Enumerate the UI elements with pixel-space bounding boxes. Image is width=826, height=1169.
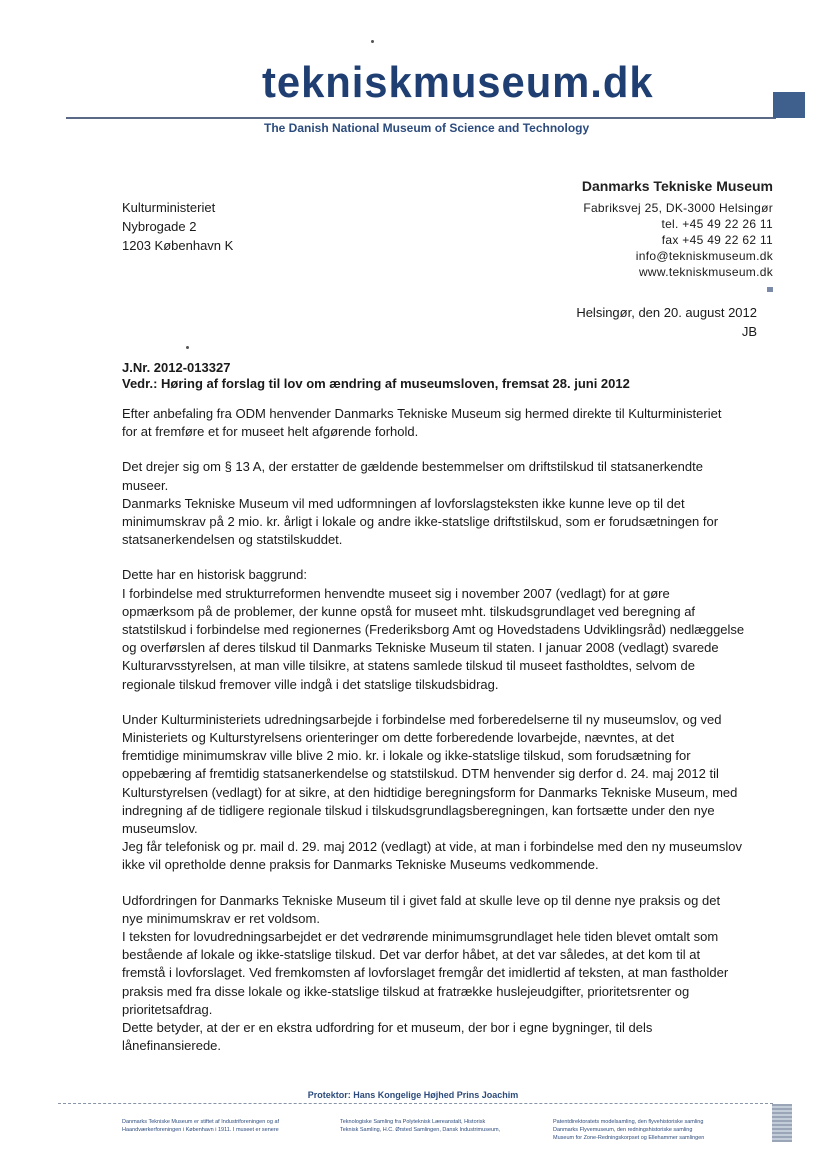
recipient-street: Nybrogade 2	[122, 219, 197, 234]
body-line: nye minimumskrav er ret voldsom.	[122, 910, 320, 926]
protektor-line: Protektor: Hans Kongelige Højhed Prins Joachim	[307, 1090, 519, 1100]
body-line: museumslov.	[122, 821, 198, 837]
sender-block	[582, 178, 773, 296]
body-line: Ministeriets og Kulturstyrelsens orienteringer om dette forberedende lovarbejde, nævntes, at det	[122, 730, 675, 746]
footer-text: Teknologiske Samling fra Polyteknisk Læreanstalt, Historisk	[340, 1119, 486, 1125]
scan-speck	[186, 346, 189, 349]
header-square-mark	[773, 92, 805, 118]
recipient-city: 1203 København K	[122, 238, 234, 253]
footer-image-strip	[772, 1104, 792, 1142]
body-line: Dette har en historisk baggrund:	[122, 567, 307, 583]
letter-date: Helsingør, den 20. august 2012	[576, 305, 757, 320]
author-initials: JB	[741, 324, 757, 339]
footer-text: Danmarks Flyvemuseum, den redningshistoriske samling	[553, 1127, 693, 1133]
sender-phone: tel. +45 49 22 26 11	[661, 217, 773, 231]
body-line: Det drejer sig om § 13 A, der erstatter de gældende bestemmelser om driftstilskud til statsanerkendte	[122, 459, 703, 475]
museum-logo	[262, 58, 654, 107]
body-line: statsanerkendelsen og statstilskuddet.	[122, 532, 343, 548]
body-line: prioritetsafdrag.	[122, 1001, 213, 1017]
body-line: Kulturstyrelsen (vedlagt) for at sikre, at den hidtidige beregningsform for Danmarks Tekniske Museum, med	[122, 784, 738, 800]
body-line: Dette betyder, at der er en ekstra udfordring for et museum, der bor i egne bygninger, til dels	[122, 1020, 653, 1036]
body-paragraph	[122, 711, 762, 875]
body-line: praksis med fra disse lokale og ikke-statslige tilskud at fratrække huslejeudgifter, prioritetsrenter og	[122, 983, 690, 999]
reference-block	[122, 360, 630, 392]
body-line: oppebæring af fremtidig statsanerkendelse og statstilskud. DTM henvender sig derfor d. 24. maj 2012 til	[122, 766, 719, 782]
recipient-name: Kulturministeriet	[122, 200, 216, 215]
body-line: for at fremføre et for museet helt afgørende forhold.	[122, 424, 419, 440]
body-line: Jeg får telefonisk og pr. mail d. 29. maj 2012 (vedlagt) at vide, at man i forbindelse med den ny museumslov	[122, 839, 742, 855]
footer-text: Danmarks Tekniske Museum er stiftet af Industriforeningen og af	[122, 1119, 280, 1125]
body-line: minimumskrav på 2 mio. kr. årligt i lokale og andre ikke-statslige driftstilskud, som er forudsætningen for	[122, 514, 719, 530]
header-rule	[66, 117, 776, 119]
scan-speck	[371, 40, 374, 43]
footer-text: Teknisk Samling, H.C. Ørsted Samlingen, Dansk Industrimuseum,	[340, 1127, 501, 1133]
body-line: bestående af lokale og ikke-statslige tilskud. Det var derfor håbet, at det var således, at det kom til at	[122, 947, 701, 963]
letter-body	[122, 405, 762, 1073]
body-line: I forbindelse med strukturreformen henvendte museet sig i november 2007 (vedlagt) for at gøre	[122, 585, 670, 601]
sender-name: Danmarks Tekniske Museum	[581, 178, 773, 194]
body-line: fremtidige minimumskrav ville blive 2 mio. kr. i lokale og ikke-statslige tilskud, som forudsætning for	[122, 748, 691, 764]
footer-column-2	[340, 1118, 550, 1144]
body-paragraph	[122, 458, 762, 549]
body-paragraph	[122, 405, 762, 441]
footer-column-3	[553, 1118, 763, 1144]
body-line: fremstå i lovforslaget. Ved fremkomsten af lovforslaget fremgår det imidlertid af teksten, at man fastholder	[122, 965, 729, 981]
body-line: I teksten for lovudredningsarbejdet er det vedrørende minimumsgrundlaget hele tiden blevet omtalt som	[122, 929, 719, 945]
sender-address: Fabriksvej 25, DK-3000 Helsingør	[583, 201, 773, 215]
dateline	[576, 303, 757, 341]
body-line: ikke vil opretholde denne praksis for Danmarks Tekniske Museums vedkommende.	[122, 857, 599, 873]
footer-text: Haandværkerforeningen i København i 1911. I museet er senere	[122, 1127, 279, 1133]
footer-rule	[58, 1103, 773, 1104]
body-line: Kulturarvsstyrelsen, at man ville tilsikre, at statens samlede tilskud til museet fastholdtes, selvom de	[122, 658, 695, 674]
body-line: Udfordringen for Danmarks Tekniske Museum til i givet fald at skulle leve op til denne nye praksis og det	[122, 892, 721, 908]
footer-column-1	[122, 1118, 332, 1144]
body-paragraph	[122, 892, 762, 1056]
body-line: Efter anbefaling fra ODM henvender Danmarks Tekniske Museum sig hermed direkte til Kulturministeriet	[122, 406, 722, 421]
body-line: Danmarks Tekniske Museum vil med udformningen af lovforslagsteksten ikke kunne leve op til det	[122, 495, 685, 511]
letter-subject: Vedr.: Høring af forslag til lov om ændring af museumsloven, fremsat 28. juni 2012	[122, 376, 630, 391]
body-line: opmærksom på de problemer, der kunne opstå for museet mht. tilskudsgrundlaget ved beregning af	[122, 603, 696, 619]
sender-website[interactable]: www.tekniskmuseum.dk	[638, 265, 773, 279]
body-line: museer.	[122, 477, 169, 493]
museum-subtitle: The Danish National Museum of Science and Technology	[264, 121, 590, 135]
sender-email[interactable]: info@tekniskmuseum.dk	[635, 249, 773, 263]
body-line: regionale tilskud fremover ville indgå i det statslige tilskudsbidrag.	[122, 676, 499, 692]
sender-fax: fax +45 49 22 62 11	[661, 233, 773, 247]
body-line: indregning af de tidligere regionale tilskud i tilskudsgrundlagsberegningen, kan fortsætte under den nye	[122, 802, 715, 818]
body-line: statstilskud i forbindelse med regionernes (Frederiksborg Amt og Hovedstadens Udviklingsråd) nedlæggelse	[122, 622, 745, 638]
journal-number: J.Nr. 2012-013327	[122, 360, 231, 375]
footer-text: Museum for Zone-Redningskorpset og Ellehammer samlingen	[553, 1135, 705, 1141]
body-line: og overførslen af deres tilskud til Danmarks Tekniske Museum til staten. I januar 2008 (vedlagt) svarede	[122, 640, 719, 656]
body-line: lånefinansierede.	[122, 1038, 222, 1054]
logo-text: tekniskmuseum.dk	[262, 58, 654, 107]
footer-text: Patentdirektoratets modelsamling, den flyvehistoriske samling	[553, 1119, 704, 1125]
sender-mark	[767, 287, 773, 292]
body-paragraph	[122, 566, 762, 693]
body-line: Under Kulturministeriets udredningsarbejde i forbindelse med forberedelserne til ny museumslov, og ved	[122, 711, 722, 727]
recipient-address	[122, 198, 233, 255]
